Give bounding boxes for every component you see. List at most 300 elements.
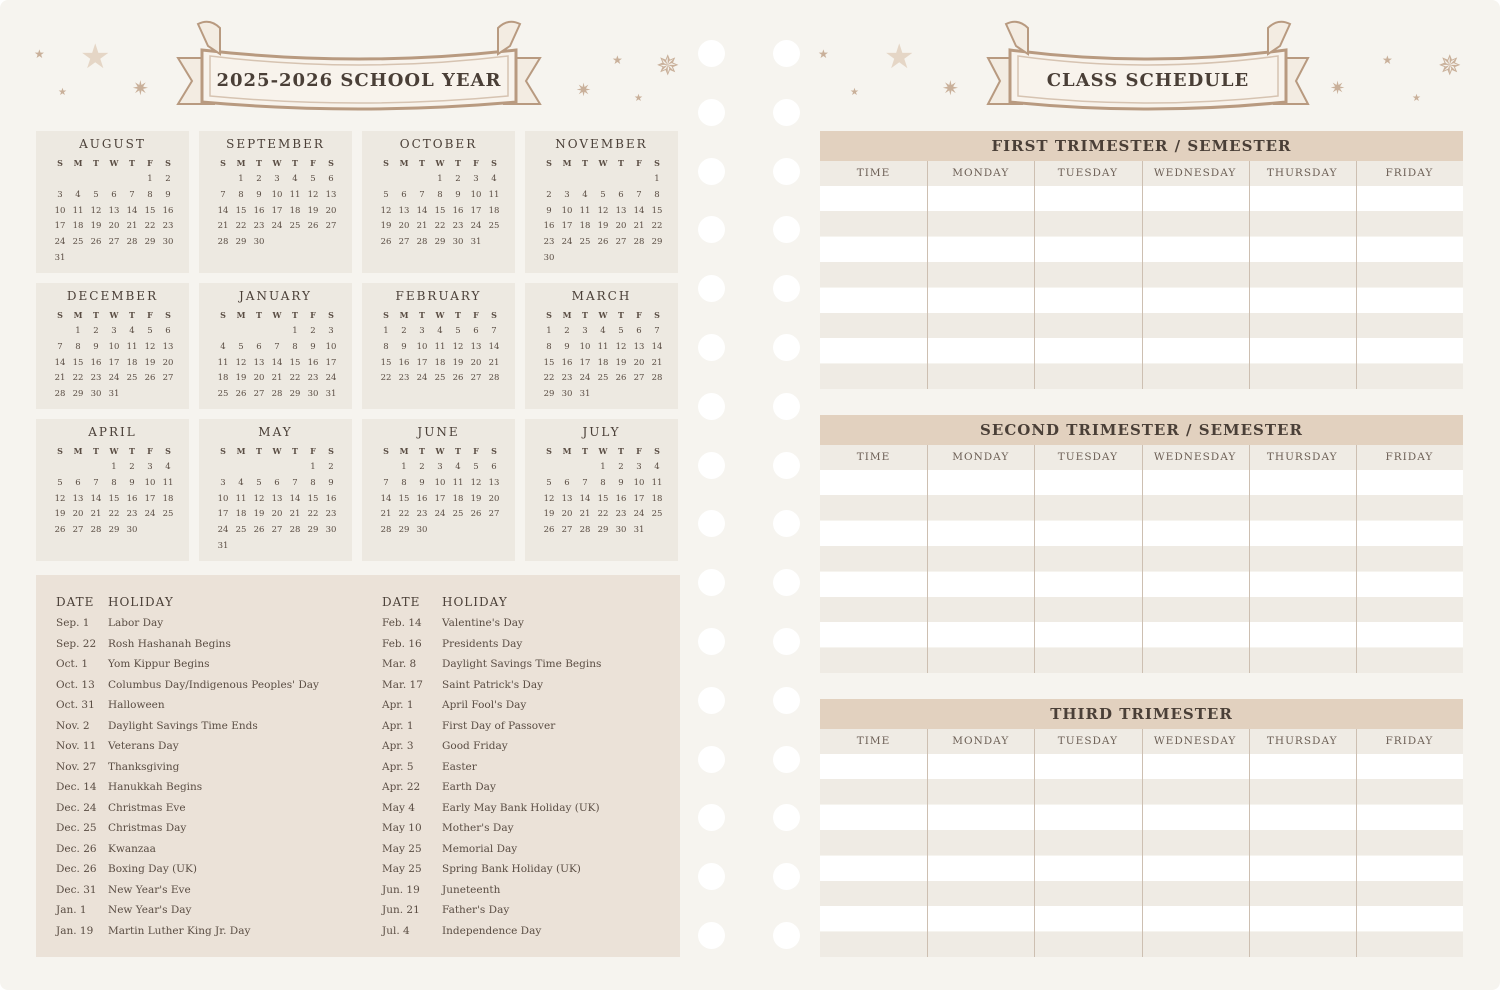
day-number: 9 [546,205,552,216]
weekday-initial: S [383,310,389,320]
day-number: 13 [398,205,410,216]
day-number: 4 [292,174,298,184]
day-number: 29 [289,389,301,400]
holiday-name: Kwanzaa [108,842,156,855]
month-calendar-april [36,419,189,561]
day-number: 2 [310,326,316,336]
weekday-initial: T [129,158,135,168]
star-icon: ★ [34,47,45,61]
weekday-initial: S [654,310,660,320]
day-number: 26 [307,221,319,232]
day-number: 27 [253,389,265,400]
weekday-initial: F [147,310,153,320]
day-number: 21 [633,221,645,232]
holiday-date: Nov. 2 [56,719,90,732]
schedule-column-tuesday: TUESDAY [1057,451,1119,463]
holiday-name: Early May Bank Holiday (UK) [442,801,600,814]
day-number: 7 [274,341,280,352]
day-number: 1 [383,326,389,336]
month-calendar-september [199,131,352,273]
day-number: 3 [328,326,334,336]
day-number: 30 [307,389,319,400]
day-number: 23 [90,373,102,384]
day-number: 17 [325,357,337,368]
holiday-date: Jun. 19 [382,883,420,896]
schedule-column-monday: MONDAY [952,451,1010,463]
binder-hole [698,275,725,302]
day-number: 6 [473,326,479,336]
binder-hole [698,40,725,67]
binder-hole [698,628,725,655]
day-number: 10 [108,341,120,352]
binder-hole [773,275,800,302]
day-number: 28 [651,373,663,384]
day-number: 6 [401,189,407,200]
day-number: 5 [93,189,99,200]
day-number: 27 [162,373,174,384]
day-number: 15 [651,205,663,216]
holiday-date: May 25 [382,842,422,855]
day-number: 3 [220,477,226,488]
day-number: 22 [434,221,446,232]
day-number: 18 [488,205,500,216]
day-number: 23 [307,373,319,384]
day-number: 6 [618,189,624,200]
day-number: 7 [220,189,226,200]
day-number: 23 [615,509,627,520]
day-number: 13 [162,341,174,352]
month-calendar-march [525,283,678,409]
day-number: 21 [90,509,102,520]
star-icon: ★ [58,87,67,98]
holiday-name: Christmas Eve [108,801,186,814]
day-number: 28 [54,389,66,400]
day-number: 29 [597,525,609,536]
day-number: 17 [561,221,573,232]
holiday-date: May 25 [382,863,422,875]
day-number: 30 [416,525,428,536]
holiday-date: Nov. 11 [56,740,97,752]
day-number: 16 [543,221,555,232]
month-calendar-may [199,419,352,561]
binder-hole [773,746,800,773]
holiday-name: Juneteenth [442,883,501,896]
day-number: 5 [57,477,63,488]
day-number: 12 [144,341,156,352]
day-number: 27 [325,221,337,232]
day-number: 23 [325,509,337,520]
day-number: 16 [325,493,337,504]
holiday-list [36,575,680,957]
holiday-header-right: HOLIDAY [442,595,508,609]
day-number: 5 [147,326,153,336]
day-number: 28 [90,525,102,536]
day-number: 13 [615,205,627,216]
day-number: 15 [543,357,555,368]
day-number: 14 [416,205,428,216]
weekday-initial: S [328,310,334,320]
holiday-name: Valentine's Day [442,617,524,629]
weekday-initial: M [73,310,83,320]
weekday-initial: S [491,446,497,456]
day-number: 21 [289,509,301,520]
day-number: 25 [162,509,174,520]
day-number: 25 [597,373,609,384]
day-number: 1 [292,326,298,336]
day-number: 13 [561,493,573,504]
day-number: 24 [416,373,428,384]
day-number: 17 [579,357,591,368]
holiday-name: Columbus Day/Indigenous Peoples' Day [108,678,319,691]
holiday-date: Oct. 31 [56,699,95,711]
day-number: 2 [564,326,570,336]
day-number: 11 [289,189,301,200]
binder-hole [698,99,725,126]
column-divider [927,445,928,673]
day-number: 22 [398,509,410,520]
day-number: 4 [600,326,606,336]
weekday-initial: S [491,158,497,168]
month-calendar-july [525,419,678,561]
day-number: 26 [235,389,247,400]
schedule-column-monday: MONDAY [952,735,1010,747]
day-number: 13 [325,189,337,200]
day-number: 11 [434,341,446,352]
day-number: 28 [289,525,301,536]
day-number: 8 [600,477,606,488]
day-number: 16 [452,205,464,216]
weekday-initial: S [57,446,63,456]
month-name: DECEMBER [66,289,159,303]
weekday-initial: S [546,446,552,456]
day-number: 20 [72,509,84,520]
day-number: 31 [54,253,66,263]
day-number: 19 [597,221,609,232]
day-number: 19 [307,205,319,216]
day-number: 31 [470,237,482,248]
day-number: 17 [633,493,645,504]
day-number: 7 [654,326,660,336]
weekday-initial: S [165,158,171,168]
day-number: 24 [144,509,156,520]
weekday-initial: T [618,310,624,320]
day-number: 6 [256,341,262,352]
day-number: 14 [54,357,66,368]
date-header-left: DATE [56,595,95,609]
day-number: 5 [546,477,552,488]
star-icon: ★ [80,37,111,77]
star-icon: ★ [612,53,623,67]
weekday-initial: S [57,310,63,320]
day-number: 31 [217,541,229,551]
day-number: 9 [419,477,425,488]
weekday-initial: M [73,446,83,456]
day-number: 23 [543,237,555,248]
weekday-initial: F [147,446,153,456]
day-number: 4 [238,477,244,488]
weekday-initial: S [165,446,171,456]
month-name: MAY [258,425,293,439]
day-number: 28 [488,373,500,384]
weekday-initial: T [455,446,461,456]
day-number: 17 [108,357,120,368]
day-number: 11 [597,341,609,352]
month-calendar-august [36,131,189,273]
month-name: AUGUST [79,137,146,151]
day-number: 9 [618,477,624,488]
holiday-name: Father's Day [442,904,510,916]
day-number: 16 [90,357,102,368]
day-number: 24 [633,509,645,520]
day-number: 30 [561,389,573,400]
day-number: 8 [310,477,316,488]
day-number: 11 [72,205,84,216]
weekday-initial: W [272,158,282,168]
binder-hole [698,393,725,420]
day-number: 2 [618,462,624,472]
holiday-date: Feb. 14 [382,617,422,629]
column-divider [1142,445,1143,673]
holiday-name: Easter [442,760,477,773]
day-number: 27 [271,525,283,536]
holiday-date: Feb. 16 [382,637,422,650]
weekday-initial: S [546,158,552,168]
holiday-date: Oct. 1 [56,658,89,670]
day-number: 29 [543,389,555,400]
day-number: 2 [401,326,407,336]
day-number: 16 [253,205,265,216]
binder-hole [773,863,800,890]
holiday-date: Oct. 13 [56,678,95,691]
day-number: 1 [147,174,153,184]
schedule-column-time: TIME [856,451,891,463]
weekday-initial: T [256,310,262,320]
day-number: 9 [165,189,171,200]
holiday-date: Sep. 22 [56,637,97,650]
month-calendar-november [525,131,678,273]
weekday-initial: W [598,446,608,456]
day-number: 25 [72,237,84,248]
day-number: 20 [615,221,627,232]
weekday-initial: S [220,310,226,320]
column-divider [1356,161,1357,389]
holiday-date: May 10 [382,822,422,834]
day-number: 8 [75,341,81,352]
holiday-date: Dec. 25 [56,822,97,834]
day-number: 24 [325,373,337,384]
schedule-section-2 [820,415,1463,673]
day-number: 4 [437,326,443,336]
day-number: 16 [561,357,573,368]
day-number: 19 [470,493,482,504]
day-number: 21 [380,509,392,520]
day-number: 18 [217,373,229,384]
month-name: JUNE [417,425,460,439]
day-number: 9 [401,341,407,352]
day-number: 1 [600,462,606,472]
day-number: 6 [75,477,81,488]
weekday-initial: W [272,310,282,320]
holiday-name: Thanksgiving [108,760,180,773]
day-number: 14 [90,493,102,504]
day-number: 22 [597,509,609,520]
weekday-initial: T [455,310,461,320]
binder-hole [698,746,725,773]
day-number: 15 [144,205,156,216]
day-number: 29 [651,237,663,248]
day-number: 17 [144,493,156,504]
day-number: 15 [72,357,84,368]
day-number: 17 [217,509,229,520]
day-number: 3 [636,462,642,472]
day-number: 19 [90,221,102,232]
holiday-name: Daylight Savings Time Ends [108,719,258,732]
day-number: 13 [271,493,283,504]
day-number: 12 [597,205,609,216]
schedule-column-thursday: THURSDAY [1266,167,1338,179]
day-number: 1 [238,174,244,184]
day-number: 15 [108,493,120,504]
day-number: 10 [470,189,482,200]
day-number: 12 [307,189,319,200]
weekday-initial: T [455,158,461,168]
holiday-date: Sep. 1 [56,617,90,629]
day-number: 6 [274,477,280,488]
schedule-column-wednesday: WEDNESDAY [1153,167,1237,179]
column-divider [927,161,928,389]
schedule-section-title: THIRD TRIMESTER [820,699,1463,729]
holiday-date: Dec. 24 [56,801,97,814]
weekday-initial: T [618,446,624,456]
day-number: 26 [470,509,482,520]
weekday-initial: F [310,158,316,168]
day-number: 4 [129,326,135,336]
schedule-column-tuesday: TUESDAY [1057,735,1119,747]
day-number: 20 [162,357,174,368]
day-number: 9 [564,341,570,352]
weekday-initial: S [57,158,63,168]
day-number: 25 [126,373,138,384]
day-number: 2 [546,189,552,200]
weekday-initial: M [236,158,246,168]
schedule-column-monday: MONDAY [952,167,1010,179]
day-number: 18 [579,221,591,232]
month-name: NOVEMBER [555,137,648,151]
weekday-initial: W [435,310,445,320]
month-calendar-june [362,419,515,561]
day-number: 3 [564,189,570,200]
day-number: 8 [147,189,153,200]
weekday-initial: T [129,446,135,456]
day-number: 30 [615,525,627,536]
day-number: 25 [452,509,464,520]
month-name: OCTOBER [399,137,478,151]
day-number: 14 [488,341,500,352]
day-number: 19 [452,357,464,368]
holiday-name: Martin Luther King Jr. Day [108,924,251,937]
day-number: 3 [147,462,153,472]
day-number: 2 [455,174,461,184]
binder-hole [698,334,725,361]
holiday-name: Halloween [108,699,165,711]
day-number: 21 [217,221,229,232]
binder-hole [773,628,800,655]
star-icon: ✵ [656,49,680,82]
right-banner-ribbon-icon [980,16,1316,112]
day-number: 7 [419,189,425,200]
day-number: 19 [615,357,627,368]
weekday-initial: T [256,158,262,168]
day-number: 19 [543,509,555,520]
day-number: 15 [289,357,301,368]
weekday-initial: S [328,446,334,456]
day-number: 20 [253,373,265,384]
month-name: FEBRUARY [395,289,482,303]
weekday-initial: F [473,446,479,456]
day-number: 12 [54,493,66,504]
weekday-initial: S [491,310,497,320]
day-number: 18 [126,357,138,368]
day-number: 13 [470,341,482,352]
day-number: 11 [651,477,663,488]
day-number: 8 [238,189,244,200]
month-calendar-january [199,283,352,409]
holiday-name: Saint Patrick's Day [442,678,544,691]
day-number: 7 [582,477,588,488]
day-number: 29 [144,237,156,248]
binder-hole [773,687,800,714]
right-page-title: CLASS SCHEDULE [1046,70,1250,91]
star-icon: ✷ [942,76,959,100]
day-number: 9 [328,477,334,488]
day-number: 21 [651,357,663,368]
day-number: 17 [434,493,446,504]
day-number: 1 [546,326,552,336]
day-number: 11 [452,477,464,488]
weekday-initial: T [419,158,425,168]
day-number: 16 [615,493,627,504]
weekday-initial: W [598,158,608,168]
weekday-initial: T [582,310,588,320]
day-number: 30 [126,525,138,536]
column-divider [1142,161,1143,389]
weekday-initial: M [562,446,572,456]
schedule-column-thursday: THURSDAY [1266,735,1338,747]
column-divider [1034,161,1035,389]
day-number: 7 [383,477,389,488]
holiday-name: Mother's Day [442,822,514,834]
holiday-name: Rosh Hashanah Begins [108,637,231,650]
day-number: 4 [165,462,171,472]
weekday-initial: M [399,310,409,320]
day-number: 21 [488,357,500,368]
day-number: 16 [126,493,138,504]
day-number: 19 [235,373,247,384]
holiday-date: Nov. 27 [56,760,97,773]
weekday-initial: S [654,158,660,168]
weekday-initial: W [109,446,119,456]
day-number: 15 [434,205,446,216]
weekday-initial: S [546,310,552,320]
day-number: 1 [401,462,407,472]
binder-hole [698,158,725,185]
day-number: 29 [398,525,410,536]
day-number: 23 [398,373,410,384]
day-number: 29 [108,525,120,536]
day-number: 10 [633,477,645,488]
day-number: 3 [57,189,63,200]
day-number: 11 [579,205,591,216]
